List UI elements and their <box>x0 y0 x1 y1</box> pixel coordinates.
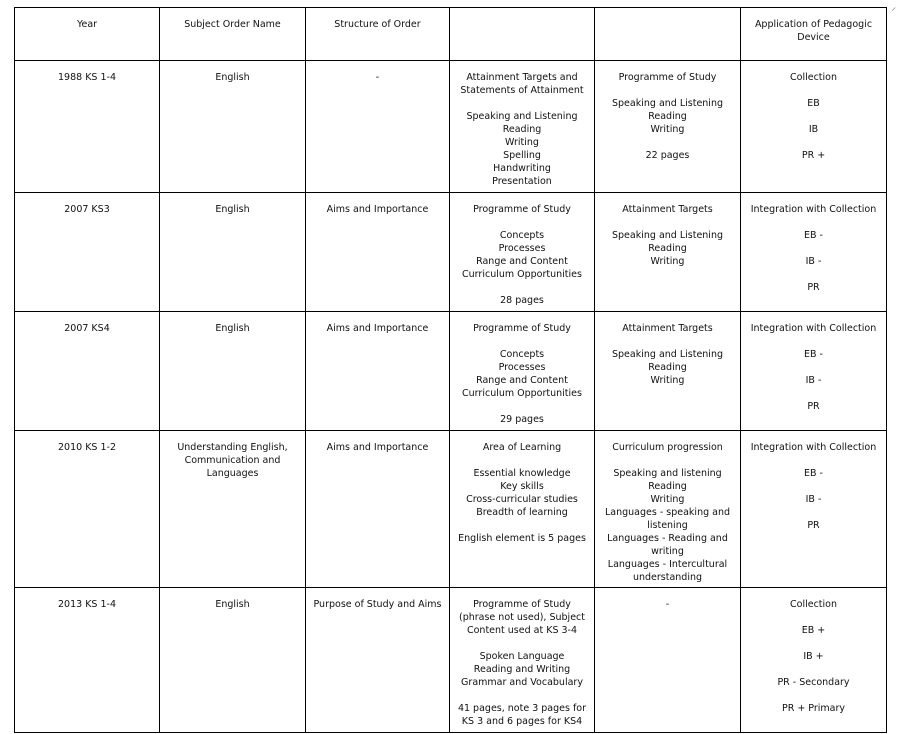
cell-text <box>745 110 882 123</box>
cell-text: EB + <box>801 625 826 636</box>
cell-text: Cross-curricular studies <box>466 494 578 505</box>
table-cell <box>450 588 595 733</box>
header-year: Year <box>15 8 160 61</box>
table-cell <box>306 588 450 733</box>
table-cell <box>15 312 160 431</box>
cell-text <box>599 216 736 229</box>
cell-text: EB - <box>804 468 823 479</box>
cell-text: PR + Primary <box>781 703 846 714</box>
cell-text: Languages - speaking and listening <box>604 507 731 531</box>
cell-text: Writing <box>650 124 685 135</box>
cell-text <box>599 84 736 97</box>
cell-text <box>454 689 590 702</box>
table-row <box>15 588 887 733</box>
cell-text: Reading <box>648 481 687 492</box>
table-cell <box>595 193 741 312</box>
table-cell <box>450 193 595 312</box>
cell-text: Writing <box>650 256 685 267</box>
cell-text <box>745 611 882 624</box>
cell-text: Range and Content <box>476 256 568 267</box>
cell-text <box>745 387 882 400</box>
table-cell <box>160 588 306 733</box>
cell-text: Reading <box>648 362 687 373</box>
table-body <box>15 61 887 733</box>
cell-text: Speaking and Listening <box>612 98 723 109</box>
table-cell <box>741 431 887 588</box>
table-cell <box>160 312 306 431</box>
header-row <box>15 8 887 61</box>
cell-text <box>454 454 590 467</box>
cell-text: Concepts <box>499 349 545 360</box>
table-row <box>15 312 887 431</box>
cell-text: Processes <box>498 362 546 373</box>
cell-text: Writing <box>650 494 685 505</box>
cell-text: Key skills <box>500 481 544 492</box>
cell-text: English <box>215 204 250 215</box>
cell-text: Handwriting <box>493 163 551 174</box>
cell-text <box>599 454 736 467</box>
header-structure-of-order: Structure of Order <box>306 8 450 61</box>
cell-text: 29 pages <box>500 414 544 425</box>
cell-text: Speaking and Listening <box>612 230 723 241</box>
cell-text: Reading <box>648 111 687 122</box>
cell-text: Grammar and Vocabulary <box>461 677 583 688</box>
cell-text: 2013 KS 1-4 <box>58 599 116 610</box>
cell-text: Languages - Reading and writing <box>607 533 728 557</box>
cell-text <box>745 335 882 348</box>
cell-text <box>454 637 590 650</box>
cell-text: Reading <box>648 243 687 254</box>
cell-text: PR <box>807 520 820 531</box>
table-cell <box>741 588 887 733</box>
cell-text: PR + <box>801 150 826 161</box>
cell-text <box>745 242 882 255</box>
cell-text: Speaking and listening <box>613 468 722 479</box>
cell-text: 22 pages <box>645 150 690 161</box>
cell-text <box>599 136 736 149</box>
table-row <box>15 193 887 312</box>
cell-text: IB - <box>805 375 822 386</box>
cell-text <box>745 268 882 281</box>
cell-text: Aims and Importance <box>326 442 429 453</box>
cell-text <box>745 216 882 229</box>
cell-text <box>454 519 590 532</box>
cell-text: IB <box>808 124 819 135</box>
cell-text <box>454 216 590 229</box>
table-cell <box>595 588 741 733</box>
cell-text: PR <box>807 401 820 412</box>
cell-text <box>745 136 882 149</box>
cell-text: Essential knowledge <box>473 468 571 479</box>
cell-text: Aims and Importance <box>326 323 429 334</box>
cell-text <box>745 506 882 519</box>
cell-text <box>745 689 882 702</box>
cell-text: Speaking and Listening <box>612 349 723 360</box>
cell-text: EB - <box>804 349 823 360</box>
cell-text: Reading <box>502 124 542 135</box>
table-cell <box>15 61 160 193</box>
cell-text: Programme of Study <box>473 323 571 334</box>
cell-text: 2007 KS4 <box>64 323 110 334</box>
table-cell <box>595 61 741 193</box>
cell-text: English <box>215 599 250 610</box>
table-cell <box>595 312 741 431</box>
table-cell <box>450 61 595 193</box>
table-cell <box>741 312 887 431</box>
cell-text: - <box>665 599 670 610</box>
table-cell <box>306 61 450 193</box>
cell-text: Attainment Targets <box>622 204 713 215</box>
cell-text: Writing <box>505 137 539 148</box>
cell-text: 41 pages, note 3 pages for KS 3 and 6 pages for KS4 <box>457 703 587 727</box>
cell-text <box>454 400 590 413</box>
cell-text: Aims and Importance <box>326 204 429 215</box>
curriculum-table <box>14 7 887 733</box>
table-cell <box>160 431 306 588</box>
table-cell <box>741 61 887 193</box>
cell-text: Spelling <box>503 150 541 161</box>
table-cell <box>15 588 160 733</box>
cell-text <box>745 663 882 676</box>
cell-text: IB + <box>803 651 824 662</box>
table-cell <box>595 431 741 588</box>
table-cell <box>306 312 450 431</box>
cell-text: English <box>215 323 250 334</box>
cell-text: Breadth of learning <box>476 507 568 518</box>
cell-text: - <box>375 72 380 83</box>
cell-text <box>745 361 882 374</box>
cell-text: Area of Learning <box>482 442 562 453</box>
cell-text: EB - <box>804 230 823 241</box>
cell-text: Collection <box>790 599 837 610</box>
cell-text <box>454 281 590 294</box>
cell-text: Integration with Collection <box>750 442 877 453</box>
cell-text: Curriculum progression <box>612 442 723 453</box>
cell-text: English element is 5 pages <box>458 533 586 544</box>
header-col-4 <box>450 8 595 61</box>
table-cell <box>306 431 450 588</box>
cell-text: Attainment Targets and Statements of Attainment <box>460 72 584 96</box>
cell-text <box>745 480 882 493</box>
cell-text: 2007 KS3 <box>64 204 110 215</box>
cell-text: IB - <box>805 494 822 505</box>
cell-text: PR - Secondary <box>777 677 850 688</box>
table-cell <box>15 431 160 588</box>
cell-text <box>745 454 882 467</box>
table-cell <box>450 312 595 431</box>
table-cell <box>450 431 595 588</box>
cell-text <box>599 335 736 348</box>
cell-text: English <box>215 72 250 83</box>
corner-mark: ⸝ <box>891 3 896 13</box>
cell-text: Programme of Study <box>473 204 571 215</box>
table-row <box>15 431 887 588</box>
table-cell <box>306 193 450 312</box>
cell-text: Attainment Targets <box>622 323 713 334</box>
cell-text: Concepts <box>499 230 545 241</box>
cell-text: Writing <box>650 375 685 386</box>
cell-text: 2010 KS 1-2 <box>58 442 116 453</box>
header-subject-order-name: Subject Order Name <box>160 8 306 61</box>
cell-text: 1988 KS 1-4 <box>58 72 116 83</box>
cell-text: Purpose of Study and Aims <box>313 599 442 610</box>
cell-text: Programme of Study <box>618 72 717 83</box>
cell-text: Programme of Study (phrase not used), Subject Content used at KS 3-4 <box>459 599 585 636</box>
cell-text: Curriculum Opportunities <box>462 388 582 399</box>
cell-text: Spoken Language <box>479 651 565 662</box>
table-cell <box>741 193 887 312</box>
cell-text: Integration with Collection <box>750 323 877 334</box>
cell-text: EB <box>807 98 820 109</box>
cell-text: Understanding English, Communication and Languages <box>177 442 288 479</box>
cell-text: PR <box>807 282 820 293</box>
cell-text: Range and Content <box>476 375 568 386</box>
cell-text <box>745 84 882 97</box>
table-cell <box>160 193 306 312</box>
cell-text: Processes <box>498 243 546 254</box>
cell-text <box>745 637 882 650</box>
table-cell <box>15 193 160 312</box>
cell-text: Presentation <box>492 176 552 187</box>
cell-text: Reading and Writing <box>473 664 571 675</box>
cell-text <box>454 335 590 348</box>
table-row <box>15 61 887 193</box>
cell-text: Languages - Intercultural understanding <box>607 559 728 583</box>
cell-text: 28 pages <box>500 295 544 306</box>
cell-text <box>454 97 590 110</box>
header-col-5 <box>595 8 741 61</box>
cell-text: Collection <box>790 72 837 83</box>
table-cell <box>160 61 306 193</box>
cell-text: IB - <box>805 256 822 267</box>
cell-text: Integration with Collection <box>750 204 877 215</box>
cell-text: Curriculum Opportunities <box>462 269 582 280</box>
header-application: Application of Pedagogic Device <box>741 8 887 61</box>
cell-text: Speaking and Listening <box>466 111 578 122</box>
